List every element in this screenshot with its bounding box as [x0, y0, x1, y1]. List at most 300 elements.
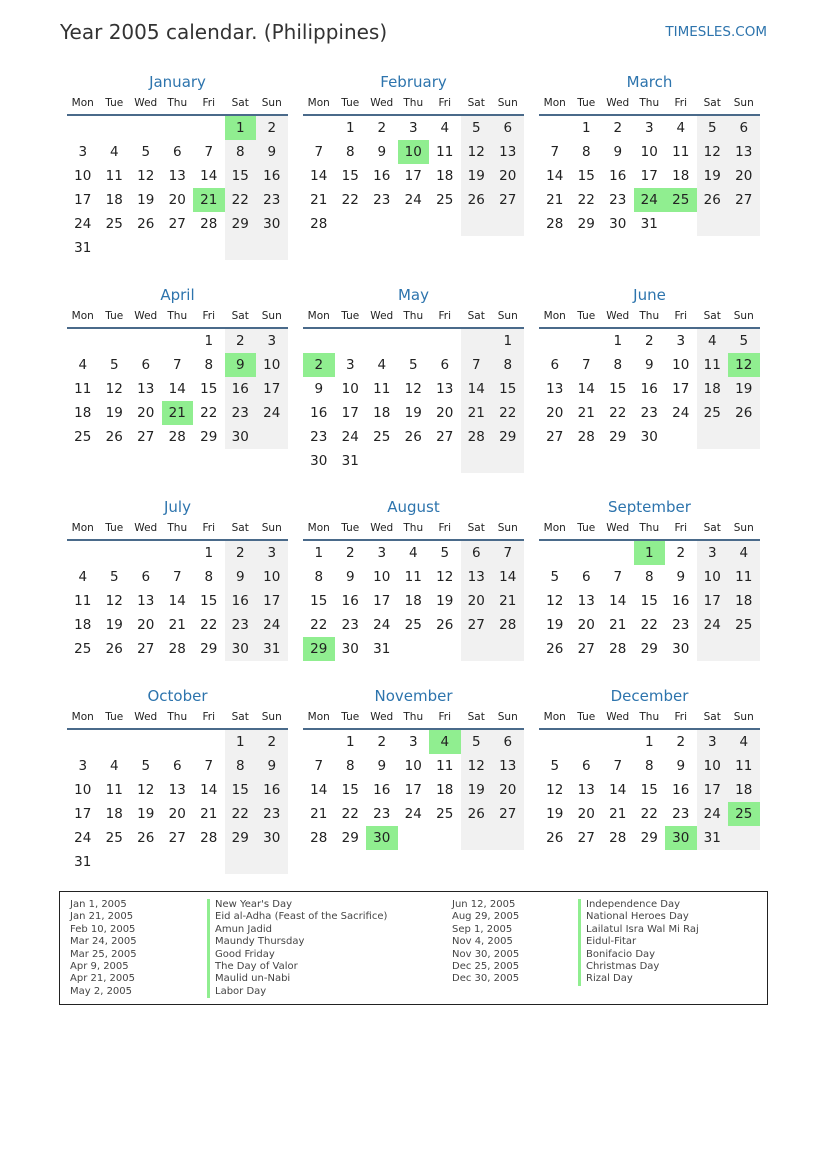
- weekday-label: Wed: [134, 522, 158, 534]
- legend-holiday-name: Lailatul Isra Wal Mi Raj: [578, 924, 699, 936]
- day-cell: 17: [373, 593, 391, 609]
- day-cell: 26: [728, 401, 760, 425]
- day-cell: 13: [492, 140, 524, 164]
- day-cell: 16: [256, 778, 288, 802]
- weekday-header: [67, 706, 288, 730]
- day-cell: 21: [577, 405, 595, 421]
- weekday-label: Thu: [167, 711, 188, 723]
- weekday-label: Wed: [606, 97, 630, 109]
- day-empty: [398, 826, 430, 850]
- legend-holiday-name: Bonifacio Day: [578, 949, 699, 961]
- day-cell: 16: [225, 377, 257, 401]
- day-empty: [728, 212, 760, 236]
- day-cell: 8: [314, 569, 324, 585]
- day-cell: 17: [256, 589, 288, 613]
- day-cell: 7: [172, 357, 182, 373]
- site-link[interactable]: TIMESLES.COM: [665, 24, 767, 40]
- day-cell: 8: [644, 758, 654, 774]
- day-cell: 14: [461, 377, 493, 401]
- day-cell: 12: [137, 782, 155, 798]
- day-cell: 9: [676, 569, 686, 585]
- day-cell: 14: [168, 381, 186, 397]
- day-cell: 6: [550, 357, 560, 373]
- weekday-label: Fri: [202, 522, 215, 534]
- day-empty: [162, 850, 194, 874]
- day-cell: 18: [728, 778, 760, 802]
- day-cell: 19: [546, 617, 564, 633]
- month-august: [303, 497, 524, 661]
- weekday-label: Mon: [71, 310, 94, 322]
- day-cell: 11: [697, 353, 729, 377]
- day-cell: 8: [204, 357, 214, 373]
- day-cell: 31: [341, 453, 359, 469]
- day-cell: 18: [74, 617, 92, 633]
- day-cell: 12: [436, 569, 454, 585]
- day-cell: 28: [168, 641, 186, 657]
- day-cell: 6: [492, 116, 524, 140]
- day-cell: 19: [461, 164, 493, 188]
- day-cell: 29: [200, 429, 218, 445]
- day-cell: 9: [256, 140, 288, 164]
- day-cell: 1: [204, 333, 214, 349]
- day-cell: 1: [613, 333, 623, 349]
- day-empty: [697, 212, 729, 236]
- weekday-header: [539, 517, 760, 541]
- weekday-label: Tue: [577, 522, 596, 534]
- day-cell: 9: [345, 569, 355, 585]
- day-cell: 16: [373, 782, 391, 798]
- day-cell: 3: [697, 541, 729, 565]
- day-cell: 22: [225, 188, 257, 212]
- day-cell: 23: [310, 429, 328, 445]
- month-name: October: [147, 687, 208, 705]
- day-empty: [193, 116, 225, 140]
- day-cell: 7: [581, 357, 591, 373]
- day-cell: 15: [225, 778, 257, 802]
- day-cell: 11: [74, 381, 92, 397]
- day-cell: 11: [728, 754, 760, 778]
- day-cell: 7: [613, 758, 623, 774]
- weekday-label: Tue: [341, 522, 360, 534]
- weekday-label: Thu: [639, 310, 660, 322]
- day-cell: 19: [546, 806, 564, 822]
- day-empty: [539, 541, 571, 565]
- weekday-label: Mon: [307, 97, 330, 109]
- weekday-header: [303, 305, 524, 329]
- day-cell: 15: [225, 164, 257, 188]
- day-cell: 4: [377, 357, 387, 373]
- day-cell: 21: [310, 806, 328, 822]
- day-cell: 27: [546, 429, 564, 445]
- weekday-label: Thu: [403, 711, 424, 723]
- day-cell: 17: [404, 168, 422, 184]
- day-cell: 17: [74, 806, 92, 822]
- day-grid: [67, 541, 288, 661]
- weekday-label: Sat: [467, 310, 485, 322]
- day-cell: 6: [581, 569, 591, 585]
- month-name: July: [164, 498, 191, 516]
- day-cell: 31: [697, 826, 729, 850]
- month-may: [303, 285, 524, 473]
- day-cell: 13: [728, 140, 760, 164]
- weekday-label: Sat: [231, 711, 249, 723]
- day-cell: 5: [697, 116, 729, 140]
- day-cell: 3: [377, 545, 387, 561]
- day-cell: 17: [256, 377, 288, 401]
- month-name: February: [380, 73, 447, 91]
- day-cell: 1: [644, 734, 654, 750]
- weekday-label: Fri: [202, 97, 215, 109]
- day-grid: [67, 329, 288, 449]
- legend-holiday-date: Sep 1, 2005: [452, 923, 513, 935]
- day-empty: [335, 212, 367, 236]
- day-cell: 4: [728, 730, 760, 754]
- day-cell: 3: [78, 144, 88, 160]
- legend-holiday-date: Feb 10, 2005: [70, 923, 136, 935]
- day-cell: 15: [609, 381, 627, 397]
- day-cell: 10: [672, 357, 690, 373]
- day-cell: 29: [640, 830, 658, 846]
- month-april: [67, 285, 288, 449]
- day-cell: 6: [141, 357, 151, 373]
- day-cell: 2: [644, 333, 654, 349]
- weekday-header: [67, 517, 288, 541]
- holiday-day-cell: 29: [303, 637, 335, 661]
- day-grid: [539, 541, 760, 661]
- day-cell: 14: [492, 565, 524, 589]
- day-empty: [571, 541, 603, 565]
- weekday-label: Sat: [703, 97, 721, 109]
- day-cell: 2: [676, 734, 686, 750]
- weekday-label: Thu: [403, 522, 424, 534]
- day-cell: 14: [168, 593, 186, 609]
- weekday-header: [303, 517, 524, 541]
- day-cell: 25: [728, 613, 760, 637]
- day-cell: 11: [436, 144, 454, 160]
- day-cell: 6: [172, 758, 182, 774]
- holiday-day-cell: 12: [728, 353, 760, 377]
- legend-holiday-date: Jun 12, 2005: [452, 899, 516, 910]
- holiday-day-cell: 24: [634, 188, 666, 212]
- day-cell: 12: [697, 140, 729, 164]
- weekday-label: Sun: [497, 97, 518, 109]
- day-cell: 30: [256, 212, 288, 236]
- day-cell: 28: [461, 425, 493, 449]
- holiday-day-cell: 25: [665, 188, 697, 212]
- day-cell: 29: [640, 641, 658, 657]
- day-cell: 13: [137, 381, 155, 397]
- day-cell: 20: [546, 405, 564, 421]
- day-cell: 10: [256, 353, 288, 377]
- day-empty: [429, 329, 461, 353]
- day-cell: 21: [461, 401, 493, 425]
- weekday-label: Sun: [261, 522, 282, 534]
- day-cell: 20: [728, 164, 760, 188]
- weekday-label: Tue: [105, 97, 124, 109]
- day-grid: [539, 116, 760, 236]
- day-cell: 5: [109, 357, 119, 373]
- day-empty: [728, 826, 760, 850]
- weekday-label: Tue: [105, 310, 124, 322]
- day-grid: [539, 329, 760, 449]
- month-november: [303, 686, 524, 850]
- day-cell: 10: [404, 758, 422, 774]
- month-march: [539, 72, 760, 236]
- day-cell: 10: [373, 569, 391, 585]
- day-cell: 11: [436, 758, 454, 774]
- holiday-day-cell: 25: [728, 802, 760, 826]
- day-cell: 31: [373, 641, 391, 657]
- day-cell: 13: [436, 381, 454, 397]
- day-cell: 18: [697, 377, 729, 401]
- weekday-label: Sat: [231, 310, 249, 322]
- weekday-label: Fri: [202, 711, 215, 723]
- legend-holiday-name: Eid al-Adha (Feast of the Sacrifice): [207, 911, 387, 923]
- weekday-label: Wed: [606, 310, 630, 322]
- day-cell: 25: [697, 401, 729, 425]
- day-cell: 27: [168, 216, 186, 232]
- day-cell: 21: [168, 617, 186, 633]
- day-cell: 23: [672, 617, 690, 633]
- weekday-label: Sat: [703, 522, 721, 534]
- holiday-legend: [59, 891, 768, 1005]
- legend-holiday-date: Dec 25, 2005: [452, 960, 520, 972]
- day-cell: 5: [109, 569, 119, 585]
- day-cell: 19: [697, 164, 729, 188]
- day-cell: 20: [577, 617, 595, 633]
- day-empty: [366, 212, 398, 236]
- day-cell: 29: [341, 830, 359, 846]
- day-cell: 17: [697, 589, 729, 613]
- day-cell: 27: [728, 188, 760, 212]
- month-december: [539, 686, 760, 850]
- day-empty: [461, 212, 493, 236]
- day-empty: [130, 236, 162, 260]
- day-cell: 17: [74, 192, 92, 208]
- day-cell: 28: [609, 641, 627, 657]
- legend-holiday-date: Mar 25, 2005: [70, 948, 137, 960]
- day-cell: 22: [200, 405, 218, 421]
- legend-holiday-name: Labor Day: [207, 986, 387, 998]
- day-cell: 1: [314, 545, 324, 561]
- weekday-label: Fri: [202, 310, 215, 322]
- day-cell: 16: [225, 589, 257, 613]
- legend-holiday-name: Eidul-Fitar: [578, 936, 699, 948]
- day-cell: 14: [609, 782, 627, 798]
- day-cell: 4: [78, 357, 88, 373]
- day-cell: 23: [672, 806, 690, 822]
- weekday-label: Thu: [639, 97, 660, 109]
- day-cell: 6: [172, 144, 182, 160]
- month-name: April: [160, 286, 195, 304]
- day-cell: 11: [672, 144, 690, 160]
- day-cell: 10: [697, 754, 729, 778]
- day-cell: 7: [314, 144, 324, 160]
- day-cell: 25: [74, 641, 92, 657]
- day-cell: 2: [676, 545, 686, 561]
- day-cell: 4: [728, 541, 760, 565]
- day-cell: 30: [310, 453, 328, 469]
- day-cell: 24: [74, 216, 92, 232]
- day-cell: 21: [609, 617, 627, 633]
- day-cell: 16: [672, 593, 690, 609]
- day-cell: 27: [577, 830, 595, 846]
- day-cell: 6: [461, 541, 493, 565]
- day-cell: 27: [436, 429, 454, 445]
- weekday-label: Sun: [733, 97, 754, 109]
- day-empty: [665, 425, 697, 449]
- day-cell: 1: [204, 545, 214, 561]
- day-cell: 28: [200, 830, 218, 846]
- day-cell: 19: [137, 192, 155, 208]
- weekday-label: Tue: [577, 97, 596, 109]
- day-cell: 21: [546, 192, 564, 208]
- day-cell: 10: [640, 144, 658, 160]
- day-cell: 6: [141, 569, 151, 585]
- day-empty: [571, 730, 603, 754]
- day-cell: 17: [672, 381, 690, 397]
- month-july: [67, 497, 288, 661]
- weekday-label: Sat: [703, 711, 721, 723]
- day-cell: 19: [105, 405, 123, 421]
- weekday-label: Wed: [370, 711, 394, 723]
- weekday-header: [539, 305, 760, 329]
- day-cell: 21: [200, 806, 218, 822]
- day-cell: 18: [728, 589, 760, 613]
- holiday-day-cell: 30: [366, 826, 398, 850]
- legend-holiday-name: National Heroes Day: [578, 911, 699, 923]
- day-cell: 16: [609, 168, 627, 184]
- weekday-label: Sat: [467, 711, 485, 723]
- day-cell: 13: [546, 381, 564, 397]
- day-cell: 20: [492, 164, 524, 188]
- day-cell: 12: [404, 381, 422, 397]
- holiday-day-cell: 4: [429, 730, 461, 754]
- legend-names-left: [207, 899, 387, 998]
- weekday-label: Sun: [497, 711, 518, 723]
- day-empty: [67, 541, 99, 565]
- day-cell: 5: [440, 545, 450, 561]
- day-cell: 10: [256, 565, 288, 589]
- day-cell: 18: [404, 593, 422, 609]
- day-cell: 14: [546, 168, 564, 184]
- day-cell: 15: [640, 593, 658, 609]
- day-cell: 18: [436, 782, 454, 798]
- legend-holiday-date: Aug 29, 2005: [452, 911, 520, 923]
- day-cell: 22: [200, 617, 218, 633]
- legend-dates-left: [70, 899, 137, 998]
- day-cell: 8: [225, 140, 257, 164]
- day-cell: 8: [345, 144, 355, 160]
- holiday-day-cell: 21: [193, 188, 225, 212]
- day-cell: 7: [204, 758, 214, 774]
- day-cell: 4: [78, 569, 88, 585]
- day-cell: 23: [225, 613, 257, 637]
- weekday-label: Thu: [167, 97, 188, 109]
- day-cell: 5: [461, 116, 493, 140]
- weekday-header: [303, 706, 524, 730]
- legend-holiday-name: Amun Jadid: [207, 924, 387, 936]
- weekday-label: Tue: [577, 711, 596, 723]
- day-cell: 8: [613, 357, 623, 373]
- day-cell: 22: [310, 617, 328, 633]
- day-cell: 31: [640, 216, 658, 232]
- day-cell: 15: [200, 381, 218, 397]
- day-cell: 15: [341, 782, 359, 798]
- day-empty: [303, 116, 335, 140]
- day-cell: 28: [546, 216, 564, 232]
- day-empty: [571, 329, 603, 353]
- legend-names-right: [578, 899, 699, 986]
- holiday-day-cell: 10: [398, 140, 430, 164]
- legend-holiday-name: Rizal Day: [578, 973, 699, 985]
- day-empty: [67, 116, 99, 140]
- day-cell: 28: [609, 830, 627, 846]
- day-cell: 23: [609, 192, 627, 208]
- legend-holiday-date: Apr 9, 2005: [70, 960, 129, 972]
- day-cell: 21: [492, 589, 524, 613]
- day-empty: [193, 730, 225, 754]
- weekday-label: Mon: [71, 711, 94, 723]
- weekday-header: [539, 92, 760, 116]
- day-cell: 9: [613, 144, 623, 160]
- day-cell: 14: [310, 782, 328, 798]
- day-empty: [398, 329, 430, 353]
- day-cell: 29: [609, 429, 627, 445]
- weekday-label: Mon: [307, 522, 330, 534]
- day-cell: 4: [408, 545, 418, 561]
- day-cell: 10: [697, 565, 729, 589]
- day-cell: 18: [672, 168, 690, 184]
- day-empty: [162, 329, 194, 353]
- month-october: [67, 686, 288, 874]
- day-empty: [303, 329, 335, 353]
- weekday-label: Sun: [261, 310, 282, 322]
- day-cell: 8: [581, 144, 591, 160]
- day-cell: 3: [644, 120, 654, 136]
- day-cell: 14: [310, 168, 328, 184]
- day-cell: 28: [310, 830, 328, 846]
- day-empty: [225, 850, 257, 874]
- day-cell: 3: [408, 120, 418, 136]
- day-cell: 23: [373, 192, 391, 208]
- day-cell: 4: [697, 329, 729, 353]
- day-cell: 27: [492, 802, 524, 826]
- day-cell: 4: [109, 758, 119, 774]
- day-cell: 2: [225, 329, 257, 353]
- day-cell: 20: [461, 589, 493, 613]
- day-cell: 14: [577, 381, 595, 397]
- day-cell: 1: [581, 120, 591, 136]
- day-cell: 13: [577, 593, 595, 609]
- day-empty: [99, 850, 131, 874]
- weekday-label: Tue: [105, 522, 124, 534]
- day-cell: 8: [345, 758, 355, 774]
- day-cell: 4: [676, 120, 686, 136]
- day-cell: 17: [404, 782, 422, 798]
- day-cell: 18: [105, 806, 123, 822]
- weekday-label: Thu: [167, 310, 188, 322]
- weekday-label: Tue: [341, 310, 360, 322]
- day-cell: 4: [440, 120, 450, 136]
- day-cell: 13: [461, 565, 493, 589]
- day-cell: 25: [105, 216, 123, 232]
- day-cell: 28: [168, 429, 186, 445]
- day-cell: 16: [256, 164, 288, 188]
- day-cell: 26: [546, 641, 564, 657]
- day-empty: [99, 541, 131, 565]
- day-empty: [162, 541, 194, 565]
